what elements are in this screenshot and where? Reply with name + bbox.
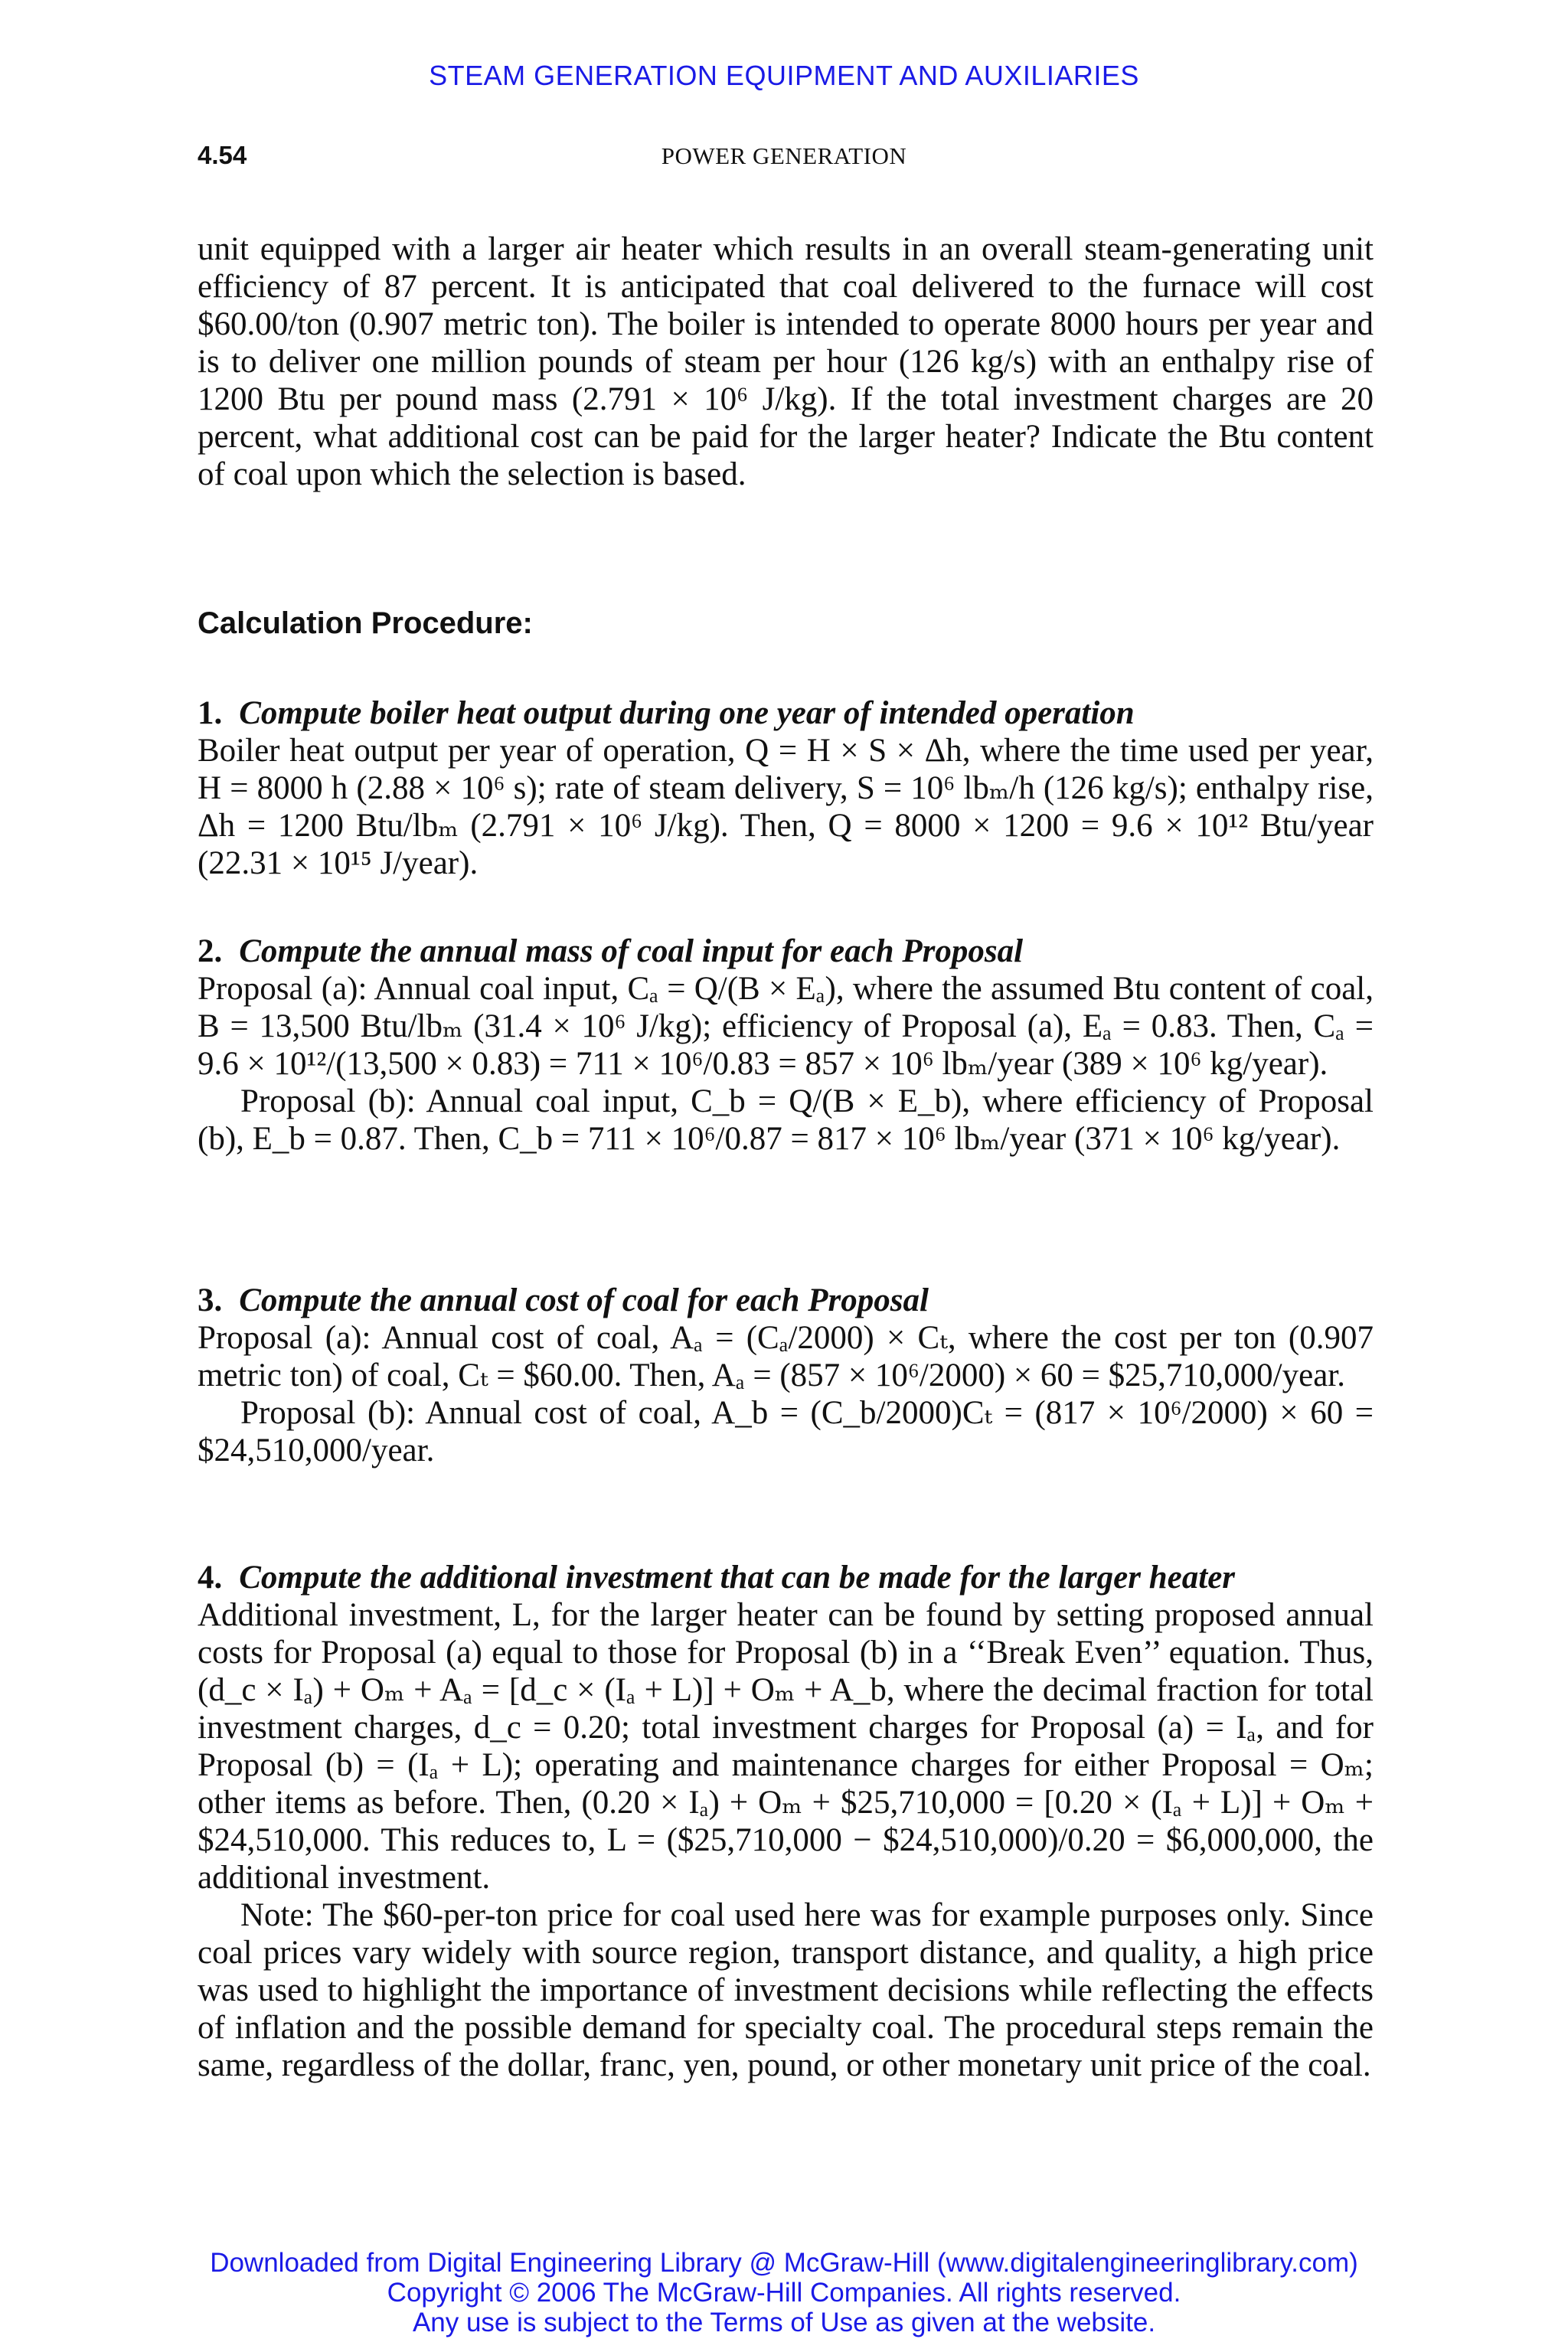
intro-text: unit equipped with a larger air heater which results in an overall steam-generating unit efficiency of 87 percent. It is anticipated that coal delivered to the furnace will cost $60.00/ton (0.907 metric ton). The boiler is intended to operate 8000 hours per year and is to deliver one million pounds of steam per hour (126 kg/s) with an enthalpy rise of 1200 Btu per pound mass (2.791 × 10⁶ J/kg). If the total investment charges are 20 percent, what additional cost can be paid for the larger heater? Indicate the Btu content of coal upon which the selection is based. (198, 231, 1374, 492)
step-title: Compute the annual cost of coal for each Proposal (239, 1282, 929, 1318)
step-title: Compute the additional investment that can be made for the larger heater (239, 1560, 1236, 1596)
running-head: POWER GENERATION (661, 142, 907, 169)
step-title: Compute the annual mass of coal input for each Proposal (239, 933, 1024, 969)
step-3-heading (198, 1282, 1374, 1319)
step-4-heading (198, 1559, 1374, 1596)
step-number: 3. (198, 1282, 223, 1318)
footer-copyright: Copyright © 2006 The McGraw-Hill Companies. All rights reserved. (387, 2278, 1181, 2308)
calculation-procedure-heading: Calculation Procedure: (198, 606, 533, 640)
step-number: 1. (198, 695, 223, 731)
step-paragraph: Proposal (a): Annual coal input, Cₐ = Q/(B × Eₐ), where the assumed Btu content of coal, B = 13,500 Btu/lbₘ (31.4 × 10⁶ J/kg); efficiency of Proposal (a), Eₐ = 0.83. Then, Cₐ = 9.6 × 10¹²/(13,500 × 0.83) = 711 × 10⁶/0.83 = 857 × 10⁶ lbₘ/year (389 × 10⁶ kg/year). (198, 971, 1374, 1082)
intro-paragraph (198, 230, 1374, 493)
step-paragraph: Proposal (a): Annual cost of coal, Aₐ = (Cₐ/2000) × Cₜ, where the cost per ton (0.907 metric ton) of coal, Cₜ = $60.00. Then, Aₐ = (857 × 10⁶/2000) × 60 = $25,710,000/year. (198, 1320, 1374, 1393)
step-paragraph: Proposal (b): Annual cost of coal, A_b = (C_b/2000)Cₜ = (817 × 10⁶/2000) × 60 = $24,510,000/year. (198, 1395, 1374, 1468)
step-paragraph: Additional investment, L, for the larger heater can be found by setting proposed annual costs for Proposal (a) equal to those for Proposal (b) in a ‘‘Break Even’’ equation. Thus, (d_c × Iₐ) + Oₘ + Aₐ = [d_c × (Iₐ + L)] + Oₘ + A_b, where the decimal fraction for total investment charges, d_c = 0.20; total investment charges for Proposal (a) = Iₐ, and for Proposal (b) = (Iₐ + L); operating and maintenance charges for either Proposal = Oₘ; other items as before. Then, (0.20 × Iₐ) + Oₘ + $25,710,000 = [0.20 × (Iₐ + L)] + Oₘ + $24,510,000. This reduces to, L = ($25,710,000 − $24,510,000)/0.20 = $6,000,000, the additional investment. (198, 1597, 1374, 1896)
copyright-footer (0, 2248, 1568, 2337)
step-4 (198, 1559, 1374, 2084)
step-1-heading (198, 694, 1374, 732)
footer-terms: Any use is subject to the Terms of Use as given at the website. (412, 2308, 1156, 2337)
step-title: Compute boiler heat output during one year of intended operation (239, 695, 1135, 731)
step-2 (198, 933, 1374, 1158)
step-number: 4. (198, 1560, 223, 1596)
page-number: 4.54 (198, 141, 247, 169)
step-2-heading (198, 933, 1374, 970)
step-paragraph: Boiler heat output per year of operation, Q = H × S × Δh, where the time used per year, H = 8000 h (2.88 × 10⁶ s); rate of steam delivery, S = 10⁶ lbₘ/h (126 kg/s); enthalpy rise, Δh = 1200 Btu/lbₘ (2.791 × 10⁶ J/kg). Then, Q = 8000 × 1200 = 9.6 × 10¹² Btu/year (22.31 × 10¹⁵ J/year). (198, 733, 1374, 881)
step-3 (198, 1282, 1374, 1469)
footer-download-link[interactable]: Downloaded from Digital Engineering Library @ McGraw-Hill (www.digitalengineeringlibrary.com) (210, 2248, 1358, 2278)
step-paragraph: Proposal (b): Annual coal input, C_b = Q/(B × E_b), where efficiency of Proposal (b), E_b = 0.87. Then, C_b = 711 × 10⁶/0.87 = 817 × 10⁶ lbₘ/year (371 × 10⁶ kg/year). (198, 1083, 1374, 1157)
step-number: 2. (198, 933, 223, 969)
note-paragraph: Note: The $60-per-ton price for coal used here was for example purposes only. Since coal prices vary widely with source region, transport distance, and quality, a high price was used to highlight the importance of investment decisions while reflecting the effects of inflation and the possible demand for specialty coal. The procedural steps remain the same, regardless of the dollar, franc, yen, pound, or other monetary unit price of the coal. (198, 1897, 1374, 2083)
step-1 (198, 694, 1374, 882)
book-section-banner: STEAM GENERATION EQUIPMENT AND AUXILIARIES (429, 60, 1139, 91)
